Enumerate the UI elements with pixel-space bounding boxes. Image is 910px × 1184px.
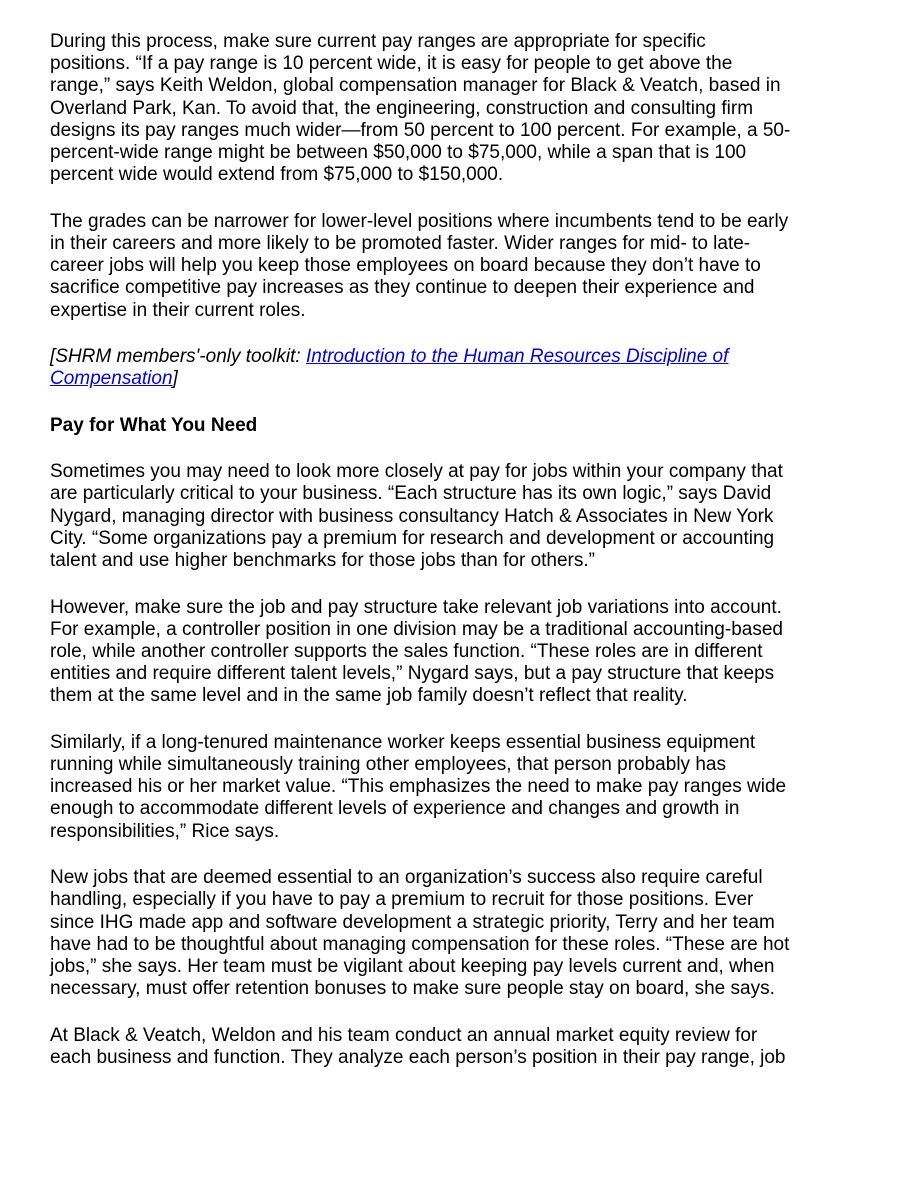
toolkit-prefix: [SHRM members'-only toolkit:	[50, 346, 306, 368]
text-line: sacrifice competitive pay increases as they continue to deepen their experience and	[50, 277, 755, 299]
paragraph-new-jobs	[50, 867, 870, 1000]
text-line: positions. “If a pay range is 10 percent wide, it is easy for people to get above the	[50, 53, 733, 75]
toolkit-link-continued[interactable]: Compensation	[50, 368, 173, 390]
toolkit-line	[50, 368, 870, 390]
text-line: handling, especially if you have to pay a premium to recruit for those positions. Ever	[50, 889, 754, 911]
text-line: have had to be thoughtful about managing compensation for these roles. “These are hot	[50, 933, 790, 955]
text-line: each business and function. They analyze each person’s position in their pay range, job	[50, 1046, 786, 1068]
text-line: in their careers and more likely to be promoted faster. Wider ranges for mid- to late-	[50, 232, 751, 254]
text-line: City. “Some organizations pay a premium for research and development or accounting	[50, 527, 775, 549]
text-line: entities and require different talent levels,” Nygard says, but a pay structure that keeps	[50, 663, 775, 685]
text-line: running while simultaneously training other employees, that person probably has	[50, 754, 726, 776]
text-line: For example, a controller position in one division may be a traditional accounting-based	[50, 618, 783, 640]
text-line: talent and use higher benchmarks for those jobs than for others.”	[50, 550, 595, 572]
text-line: At Black & Veatch, Weldon and his team conduct an annual market equity review for	[50, 1024, 758, 1046]
text-line: since IHG made app and software development a strategic priority, Terry and her team	[50, 911, 775, 933]
text-line: role, while another controller supports the sales function. “These roles are in different	[50, 640, 763, 662]
document-page	[50, 31, 870, 1069]
text-line: designs its pay ranges much wider—from 50 percent to 100 percent. For example, a 50-	[50, 119, 791, 141]
text-line: expertise in their current roles.	[50, 299, 306, 321]
paragraph-pay-ranges	[50, 31, 870, 186]
text-line: Nygard, managing director with business consultancy Hatch & Associates in New York	[50, 505, 774, 527]
text-line: However, make sure the job and pay structure take relevant job variations into account.	[50, 596, 782, 618]
text-line: During this process, make sure current pay ranges are appropriate for specific	[50, 31, 706, 52]
text-line: Sometimes you may need to look more closely at pay for jobs within your company that	[50, 461, 783, 483]
toolkit-suffix: ]	[172, 368, 178, 390]
section-heading: Pay for What You Need	[50, 414, 258, 436]
text-line: enough to accommodate different levels of experience and changes and growth in	[50, 798, 740, 820]
text-line: jobs,” she says. Her team must be vigilant about keeping pay levels current and, when	[50, 955, 775, 977]
text-line: percent-wide range might be between $50,000 to $75,000, while a span that is 100	[50, 142, 747, 164]
text-line: necessary, must offer retention bonuses to make sure people stay on board, she says.	[50, 978, 775, 1000]
text-line: range,” says Keith Weldon, global compensation manager for Black & Veatch, based in	[50, 75, 781, 97]
text-line: The grades can be narrower for lower-level positions where incumbents tend to be early	[50, 210, 789, 232]
text-line: career jobs will help you keep those employees on board because they don’t have to	[50, 255, 761, 277]
text-line: Similarly, if a long-tenured maintenance worker keeps essential business equipment	[50, 731, 756, 753]
text-line: New jobs that are deemed essential to an organization’s success also require careful	[50, 867, 763, 889]
text-line: are particularly critical to your business. “Each structure has its own logic,” says David	[50, 483, 772, 505]
text-line: increased his or her market value. “This emphasizes the need to make pay ranges wide	[50, 776, 787, 798]
toolkit-line	[50, 346, 870, 368]
paragraph-market-equity	[50, 1025, 870, 1069]
paragraph-maintenance-worker	[50, 732, 870, 843]
paragraph-grades	[50, 211, 870, 322]
toolkit-note	[50, 346, 870, 390]
text-line: them at the same level and in the same job family doesn’t reflect that reality.	[50, 685, 688, 707]
paragraph-critical-jobs	[50, 461, 870, 572]
paragraph-job-variations	[50, 597, 870, 708]
text-line: Overland Park, Kan. To avoid that, the engineering, construction and consulting firm	[50, 97, 754, 119]
text-line: percent wide would extend from $75,000 to $150,000.	[50, 164, 504, 186]
text-line: responsibilities,” Rice says.	[50, 820, 280, 842]
toolkit-link[interactable]: Introduction to the Human Resources Discipline of	[305, 346, 729, 368]
